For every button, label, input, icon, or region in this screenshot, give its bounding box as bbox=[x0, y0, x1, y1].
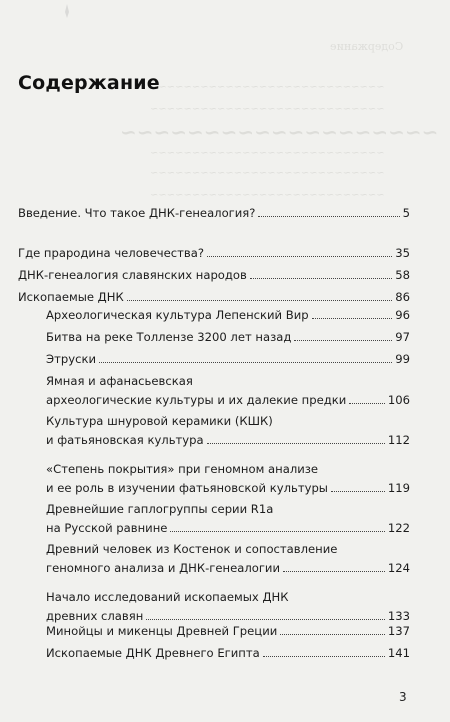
toc-entry-title: Начало исследований ископаемых ДНК bbox=[46, 590, 289, 604]
toc-entry-page: 86 bbox=[395, 290, 410, 304]
toc-subentry[interactable] bbox=[46, 624, 410, 643]
toc-entry[interactable] bbox=[18, 290, 410, 309]
toc-entry-title: Битва на реке Толлензе 3200 лет назад bbox=[46, 330, 292, 344]
dot-leader bbox=[312, 318, 393, 319]
toc-entry-title-cont: и фатьяновская культура bbox=[46, 433, 204, 447]
toc-subentry[interactable] bbox=[46, 330, 410, 349]
toc-entry-page: 112 bbox=[387, 433, 410, 447]
toc-entry[interactable] bbox=[18, 268, 410, 287]
toc-entry-page: 119 bbox=[387, 481, 410, 495]
dot-leader bbox=[250, 278, 392, 279]
toc-entry-title: Ямная и афанасьевская bbox=[46, 374, 193, 388]
toc-entry-page: 58 bbox=[395, 268, 410, 282]
toc-entry-title: Культура шнуровой керамики (КШК) bbox=[46, 414, 273, 428]
toc-subentry[interactable] bbox=[46, 414, 410, 452]
toc-entry-title: Введение. Что такое ДНК-генеалогия? bbox=[18, 206, 256, 220]
toc-entry-title: Минойцы и микенцы Древней Греции bbox=[46, 624, 278, 638]
toc-entry-title: ДНК-генеалогия славянских народов bbox=[18, 268, 247, 282]
toc-entry-page: 141 bbox=[387, 646, 410, 660]
toc-entry-title-cont: геномного анализа и ДНК-генеалогии bbox=[46, 561, 280, 575]
toc-entry-page: 124 bbox=[387, 561, 410, 575]
dot-leader bbox=[263, 656, 385, 657]
show-through-background: Содержание ~~~~~~~~~~~~~~~~~~~~~~~~~~~~ ~~~~~~~~~~~~~~~~~~~~~~~~~~~~ ~~~~~~~~~~~~~~~~~~~ ~~~~~~~~~~~~~~~~~~~~~~~~~~~~ ~~~~~~~~~~~~~~~~~~~~~~~~~~~~ ~~~~~~~~~~~~~~~~~~~~~~~~~~~~ bbox=[120, 40, 439, 201]
toc-entry-title-cont: на Русской равнине bbox=[46, 521, 168, 535]
toc-subentry[interactable] bbox=[46, 646, 410, 665]
toc-entry[interactable] bbox=[18, 206, 410, 225]
dot-leader bbox=[283, 571, 385, 572]
toc-entry-title: Древний человек из Костенок и сопоставление bbox=[46, 542, 338, 556]
dot-leader bbox=[349, 403, 385, 404]
ink-mark-icon bbox=[62, 4, 72, 18]
toc-entry-page: 35 bbox=[395, 246, 410, 260]
toc-entry-title: Где прародина человечества? bbox=[18, 246, 204, 260]
page-title: Содержание bbox=[18, 72, 160, 94]
dot-leader bbox=[146, 619, 385, 620]
toc-entry-page: 99 bbox=[395, 352, 410, 366]
dot-leader bbox=[207, 443, 385, 444]
toc-entry-page: 96 bbox=[395, 308, 410, 322]
toc-entry-title: Этруски bbox=[46, 352, 96, 366]
toc-entry-title-cont: археологические культуры и их далекие предки bbox=[46, 393, 347, 407]
toc-subentry[interactable] bbox=[46, 352, 410, 371]
dot-leader bbox=[294, 340, 392, 341]
dot-leader bbox=[127, 300, 393, 301]
dot-leader bbox=[207, 256, 392, 257]
toc-subentry[interactable] bbox=[46, 374, 410, 412]
toc-entry-page: 97 bbox=[395, 330, 410, 344]
toc-entry-title: Древнейшие гаплогруппы серии R1a bbox=[46, 502, 274, 516]
toc-entry-page: 106 bbox=[387, 393, 410, 407]
toc-entry-title: Ископаемые ДНК Древнего Египта bbox=[46, 646, 260, 660]
toc-entry[interactable] bbox=[18, 246, 410, 265]
toc-entry-page: 122 bbox=[387, 521, 410, 535]
toc-entry-title-cont: и ее роль в изучении фатьяновской культуры bbox=[46, 481, 328, 495]
toc-subentry[interactable] bbox=[46, 590, 410, 628]
toc-subentry[interactable] bbox=[46, 462, 410, 500]
toc-entry-title-cont: древних славян bbox=[46, 609, 144, 623]
toc-subentry[interactable] bbox=[46, 542, 410, 580]
toc-entry-page: 5 bbox=[402, 206, 410, 220]
page-number: 3 bbox=[399, 690, 407, 704]
dot-leader bbox=[99, 362, 392, 363]
toc-entry-title: «Степень покрытия» при геномном анализе bbox=[46, 462, 319, 476]
dot-leader bbox=[170, 531, 384, 532]
dot-leader bbox=[280, 634, 385, 635]
toc-subentry[interactable] bbox=[46, 502, 410, 540]
dot-leader bbox=[258, 216, 399, 217]
toc-entry-title: Археологическая культура Лепенский Вир bbox=[46, 308, 309, 322]
toc-entry-page: 137 bbox=[387, 624, 410, 638]
dot-leader bbox=[331, 491, 385, 492]
toc-subentry[interactable] bbox=[46, 308, 410, 327]
toc-entry-title: Ископаемые ДНК bbox=[18, 290, 124, 304]
toc-entry-page: 133 bbox=[387, 609, 410, 623]
